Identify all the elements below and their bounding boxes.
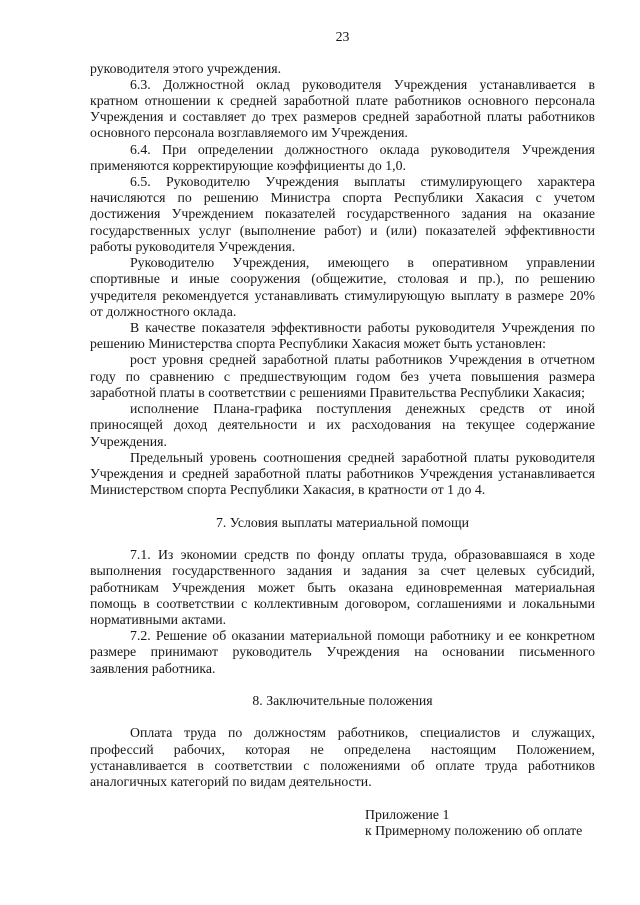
text-line: решению Министерства спорта Республики Хакасия может быть установлен: — [90, 336, 546, 352]
text-line: 7.1. Из экономии средств по фонду оплаты труда, образовавшаяся в ходе — [130, 547, 595, 563]
text-line: кратном отношении к средней заработной плате работников основного персонала — [90, 92, 595, 108]
text-line: исполнение Плана-графика поступления денежных средств от иной — [130, 401, 595, 417]
appendix-title: Приложение 1 — [365, 806, 450, 822]
paragraph-efficiency-indicator — [90, 320, 595, 352]
paragraph-8-1 — [90, 725, 595, 790]
text-line: размере принимают руководитель Учреждения на основании письменного — [90, 644, 595, 660]
blank-line — [90, 498, 595, 514]
text-line: достижения Учреждением показателей государственного задания на оказание — [90, 206, 595, 222]
text-line: 6.5. Руководителю Учреждения выплаты стимулирующего характера — [130, 174, 595, 190]
text-line: выполнения государственного задания и задания за счет целевых субсидий, — [90, 563, 595, 579]
blank-line — [90, 677, 595, 693]
text-line: работы руководителя Учреждения. — [90, 238, 296, 254]
text-line: государственных услуг (выполнение работ) и (или) показателей эффективности — [90, 222, 595, 238]
text-line: 7.2. Решение об оказании материальной помощи работнику и ее конкретном — [130, 628, 595, 644]
text-line: основного персонала возглавляемого им Учреждения. — [90, 125, 408, 141]
text-line: Руководителю Учреждения, имеющего в оперативном управлении — [130, 255, 595, 271]
paragraph-6-5 — [90, 174, 595, 255]
text-line: Учреждения и составляет до трех размеров средней заработной платы работников — [90, 109, 595, 125]
text-line: работникам Учреждения может быть оказана единовременная материальная — [90, 579, 595, 595]
text-line: Оплата труда по должностям работников, специалистов и служащих, — [130, 725, 595, 741]
text-line: устанавливается в соответствии с положениями об оплате труда работников — [90, 757, 595, 773]
section-heading-7: 7. Условия выплаты материальной помощи — [215, 514, 470, 530]
text-line: начисляются по решению Министра спорта Республики Хакасия с учетом — [90, 190, 595, 206]
text-line: профессий рабочих, которая не определена настоящим Положением, — [90, 741, 595, 757]
text-line: руководителя этого учреждения. — [90, 60, 282, 76]
paragraph-plan-execution — [90, 401, 595, 450]
section-heading-8: 8. Заключительные положения — [252, 693, 433, 709]
document-body — [90, 61, 595, 840]
text-line: применяются корректирующие коэффициенты до 1,0. — [90, 157, 406, 173]
paragraph-7-2 — [90, 628, 595, 677]
text-line: В качестве показателя эффективности работы руководителя Учреждения по — [130, 320, 595, 335]
blank-line — [90, 709, 595, 725]
text-line: 6.3. Должностной оклад руководителя Учреждения устанавливается в — [130, 76, 595, 92]
text-line: 6.4. При определении должностного оклада руководителя Учреждения — [130, 141, 595, 157]
text-line: Учреждения. — [90, 433, 167, 449]
text-line: учредителя рекомендуется устанавливать стимулирующую выплату в размере 20% — [90, 287, 595, 303]
paragraph-7-1 — [90, 547, 595, 628]
appendix-reference — [90, 807, 595, 839]
paragraph-continuation — [90, 61, 595, 77]
paragraph-salary-ratio — [90, 450, 595, 499]
text-line: рост уровня средней заработной платы работников Учреждения в отчетном — [130, 352, 595, 368]
text-line: заявления работника. — [90, 660, 216, 676]
text-line: Министерством спорта Республики Хакасия, в кратности от 1 до 4. — [90, 482, 486, 498]
text-line: заработной платы в соответствии с решениями Правительства Республики Хакасия; — [90, 384, 585, 400]
paragraph-6-4 — [90, 142, 595, 174]
text-line: Учреждения и средней заработной платы работников Учреждения устанавливается — [90, 465, 595, 481]
blank-line — [90, 531, 595, 547]
paragraph-6-3 — [90, 77, 595, 142]
text-line: нормативными актами. — [90, 611, 227, 627]
text-line: Предельный уровень соотношения средней заработной платы руководителя — [130, 449, 595, 465]
blank-line — [90, 790, 595, 806]
text-line: помощь в соответствии с коллективным договором, соглашениями и локальными — [90, 595, 595, 611]
text-line: приносящей доход деятельности и их расходования на текущее содержание — [90, 417, 595, 433]
text-line: аналогичных категорий по видам деятельности. — [90, 774, 372, 790]
text-line: спортивные и иные сооружения (общежитие, столовая и пр.), по решению — [90, 271, 595, 287]
text-line: году по сравнению с предшествующим годом без учета повышения размера — [90, 368, 595, 384]
paragraph-facilities-bonus — [90, 255, 595, 320]
paragraph-salary-growth — [90, 352, 595, 401]
appendix-subtitle: к Примерному положению об оплате — [365, 822, 583, 838]
text-line: от должностного оклада. — [90, 303, 237, 319]
page-number: 23 — [335, 29, 350, 44]
